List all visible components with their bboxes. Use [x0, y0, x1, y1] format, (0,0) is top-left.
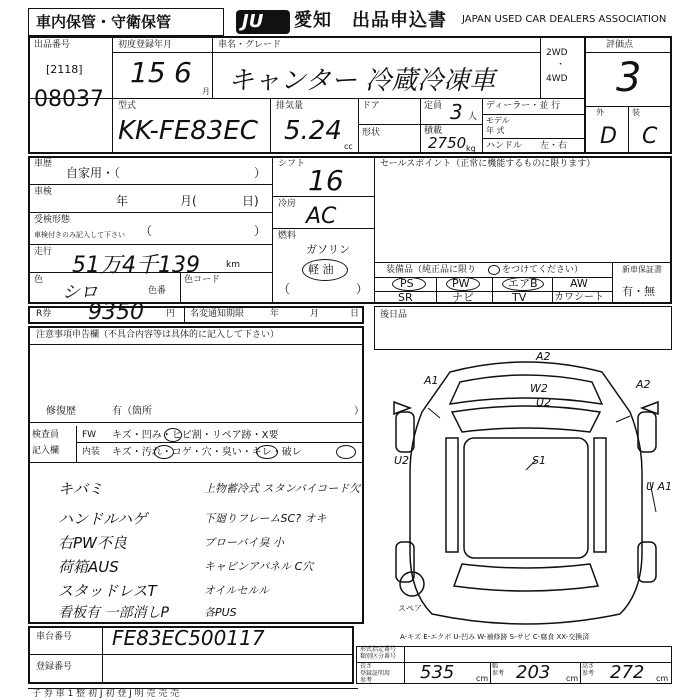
shift-label: シフト: [278, 159, 306, 169]
diagram-mark-front-right: A2: [636, 378, 651, 391]
length-value: 535: [420, 662, 455, 683]
comment-right-1: 下廻りフレームSC? オキ: [204, 512, 327, 525]
drive-2wd: 2WD: [546, 48, 568, 58]
door-label: ドア: [362, 101, 380, 111]
mileage-value: 51万4千139: [72, 253, 200, 278]
color-code-label: 色コード: [184, 275, 221, 285]
repair-label: 修復歴: [46, 406, 76, 417]
ac-value: AC: [306, 204, 337, 229]
comment-right-2: ブローバイ臭 小: [204, 536, 284, 549]
equipment-label-tail: をつけてください）: [502, 265, 584, 275]
comment-left-1: ハンドルハゲ: [58, 510, 147, 528]
dealer-label: ディーラー・並 行: [486, 101, 561, 111]
equipment-aw: AW: [570, 277, 588, 290]
diagram-mark-front-left: A1: [424, 374, 439, 387]
inspection-year: 年: [116, 194, 129, 208]
comment-left-4: スタッドレスT: [58, 582, 157, 600]
fuel-label: 燃料: [278, 231, 297, 241]
diagram-legend: A-キズ E-エクボ U-凹み W-補修跡 S-サビ C-腐食 XX-交換済: [400, 633, 590, 641]
chassis-label: 車台番号: [36, 632, 73, 642]
equipment-sr: SR: [398, 291, 413, 304]
recycle-label: R券: [36, 309, 52, 319]
recycle-unit: 円: [166, 309, 176, 319]
form-number-label: 形式指定番号 類別区分番号: [360, 646, 397, 660]
equipment-pw: PW: [452, 277, 470, 290]
comment-right-0: 上物蓄冷式 スタンバイコード欠: [204, 482, 361, 495]
drive-dot: ・: [556, 60, 566, 70]
postscript-box: [374, 306, 672, 350]
color-label: 色: [34, 275, 44, 285]
lot-number: 08037: [34, 87, 104, 112]
ju-logo-text: JU: [242, 11, 264, 32]
equipment-tv: TV: [512, 291, 527, 304]
receipt-open: （: [140, 224, 153, 238]
history-close: ）: [254, 166, 267, 180]
inspector-fw-items: キズ・凹み・ヒビ割・リペア跡・X要: [112, 430, 279, 441]
mileage-unit: km: [226, 260, 240, 270]
history-label: 車歴: [34, 159, 53, 169]
height-label: 高さ 参考: [582, 663, 595, 677]
notice-label: 名変通知期限: [190, 309, 245, 319]
receipt-close: ）: [254, 224, 267, 238]
inspector-interior-items: キズ・汚れ・コゲ・穴・臭い・キレ・破レ: [112, 447, 302, 458]
displacement-value: 5.24: [284, 116, 342, 146]
diagram-mark-u2-top: U2: [536, 396, 552, 409]
chassis-value: FE83EC500117: [112, 626, 265, 650]
registration-month-unit: 月: [202, 87, 210, 96]
registration-year: 15: [130, 56, 166, 89]
fuel-open: （: [278, 282, 291, 296]
inspector-label: 検査員: [32, 430, 60, 440]
registration-month: 6: [174, 56, 192, 89]
fuel-gasoline: ガソリン: [306, 243, 350, 256]
fuel-close: ）: [356, 282, 369, 296]
diagram-mark-u2-left: U2: [394, 454, 410, 467]
equipment-navi: ナビ: [452, 291, 474, 304]
odor-circle: [256, 445, 278, 459]
handle-options: 左・右: [540, 141, 568, 151]
ac-label: 冷房: [278, 199, 297, 209]
comment-right-4: オイルセルル: [204, 584, 270, 597]
model-year-label: モデル 年 式: [486, 116, 510, 135]
handle-label: ハンドル: [486, 141, 523, 151]
storage-label: 車内保管・守衛保管: [36, 13, 172, 31]
equipment-circle-mark: [488, 265, 500, 275]
model-label: 型式: [118, 101, 137, 111]
color-value: シロ: [62, 282, 98, 303]
notes-label: 注意事項申告欄（不具合内容等は具体的に記入して下さい）: [36, 330, 280, 340]
notice-day: 日: [350, 309, 360, 319]
dent-circle: [164, 428, 182, 442]
receipt-note: 車検付きのみ記入して下さい: [34, 231, 125, 239]
load-label: 積載: [424, 126, 443, 136]
diagram-mark-top: A2: [536, 350, 551, 363]
comment-left-2: 右PW不良: [58, 534, 127, 552]
stain-circle: [154, 445, 174, 459]
car-diagram: [380, 352, 672, 642]
tear-circle: [336, 445, 356, 459]
comment-right-5: 各PUS: [204, 606, 237, 619]
score-label: 評価点: [606, 40, 634, 50]
score-exterior-label: 外: [596, 108, 604, 117]
registration-label: 初度登録年月: [118, 40, 173, 50]
equipment-ps: PS: [400, 277, 414, 290]
height-value: 272: [610, 662, 645, 683]
diagram-mark-ua1: U A1: [646, 480, 673, 493]
vehicle-name: キャンター 冷蔵冷凍車: [228, 66, 496, 96]
cert-label: 長さ 登録証明用 参考: [360, 663, 391, 684]
inspector-entry-label: 記入欄: [32, 446, 60, 456]
postscript-label: 後日品: [380, 310, 408, 320]
lot-sub-number: [2118]: [46, 63, 83, 76]
load-unit: kg: [466, 144, 476, 153]
score-interior-value: C: [642, 124, 658, 149]
footer-row: 子 券 車 1 整 初 J 初 登 J 明 売 売 売: [32, 689, 180, 699]
repair-value: 有（箇所: [112, 406, 152, 417]
lot-label: 出品番号: [34, 40, 71, 50]
recycle-value: 9350: [88, 300, 144, 325]
shape-label: 形状: [362, 128, 381, 138]
spare-label: スペア: [398, 604, 422, 613]
equipment-kawashito: カワシート: [554, 292, 604, 303]
ju-logo: [236, 10, 290, 34]
score-interior-label: 装: [632, 108, 640, 117]
notice-month: 月: [310, 309, 320, 319]
width-value: 203: [516, 662, 551, 683]
comment-right-3: キャビンアパネル C穴: [204, 560, 314, 573]
registration-number-label: 登録番号: [36, 662, 73, 672]
capacity-value: 3: [450, 100, 463, 124]
diagram-mark-s1: S1: [532, 454, 546, 467]
comment-left-5: 看板有 一部消しP: [58, 605, 169, 621]
equipment-aircon: エアB: [508, 277, 538, 290]
equipment-label: 装備品（純正品に限り: [386, 265, 477, 275]
notice-year: 年: [270, 309, 280, 319]
displacement-label: 排気量: [276, 101, 304, 111]
model-value: KK-FE83EC: [118, 116, 258, 146]
comment-left-0: キバミ: [58, 480, 104, 498]
inspector-fw: FW: [82, 430, 97, 440]
diagram-mark-w2: W2: [530, 382, 548, 395]
inspection-day: 日): [242, 194, 259, 208]
score-exterior-value: D: [600, 124, 617, 149]
inspection-label: 車検: [34, 187, 53, 197]
length-unit: cm: [476, 674, 489, 683]
color-no-label: 色番: [148, 286, 167, 296]
sales-point-label: セールスポイント（正常に機能するものに限ります）: [380, 159, 596, 169]
score-value: 3: [616, 55, 642, 101]
region-label: 愛知: [294, 10, 332, 31]
vehicle-name-label: 車名・グレード: [218, 40, 282, 50]
repair-close: ）: [354, 406, 364, 417]
fuel-diesel: 軽 油: [308, 263, 334, 276]
capacity-unit: 人: [468, 112, 478, 122]
warranty-options: 有・無: [622, 285, 655, 298]
receipt-label: 受検形態: [34, 215, 71, 225]
displacement-unit: cc: [344, 142, 353, 151]
drive-4wd: 4WD: [546, 74, 568, 84]
history-value: 自家用・（: [66, 166, 121, 180]
inspector-interior: 内装: [82, 447, 101, 457]
height-unit: cm: [656, 674, 669, 683]
association-label: JAPAN USED CAR DEALERS ASSOCIATION: [462, 14, 667, 25]
width-unit: cm: [566, 674, 579, 683]
form-title: 出品申込書: [352, 10, 447, 31]
inspection-month: 月(: [180, 194, 197, 208]
new-car-warranty-label: 新車保証書: [622, 265, 662, 274]
shift-value: 16: [308, 164, 344, 197]
width-label: 幅 参考: [492, 663, 505, 677]
comment-left-3: 荷箱AUS: [58, 558, 119, 576]
load-value: 2750: [428, 134, 467, 152]
mileage-label: 走行: [34, 247, 53, 257]
capacity-label: 定員: [424, 101, 443, 111]
